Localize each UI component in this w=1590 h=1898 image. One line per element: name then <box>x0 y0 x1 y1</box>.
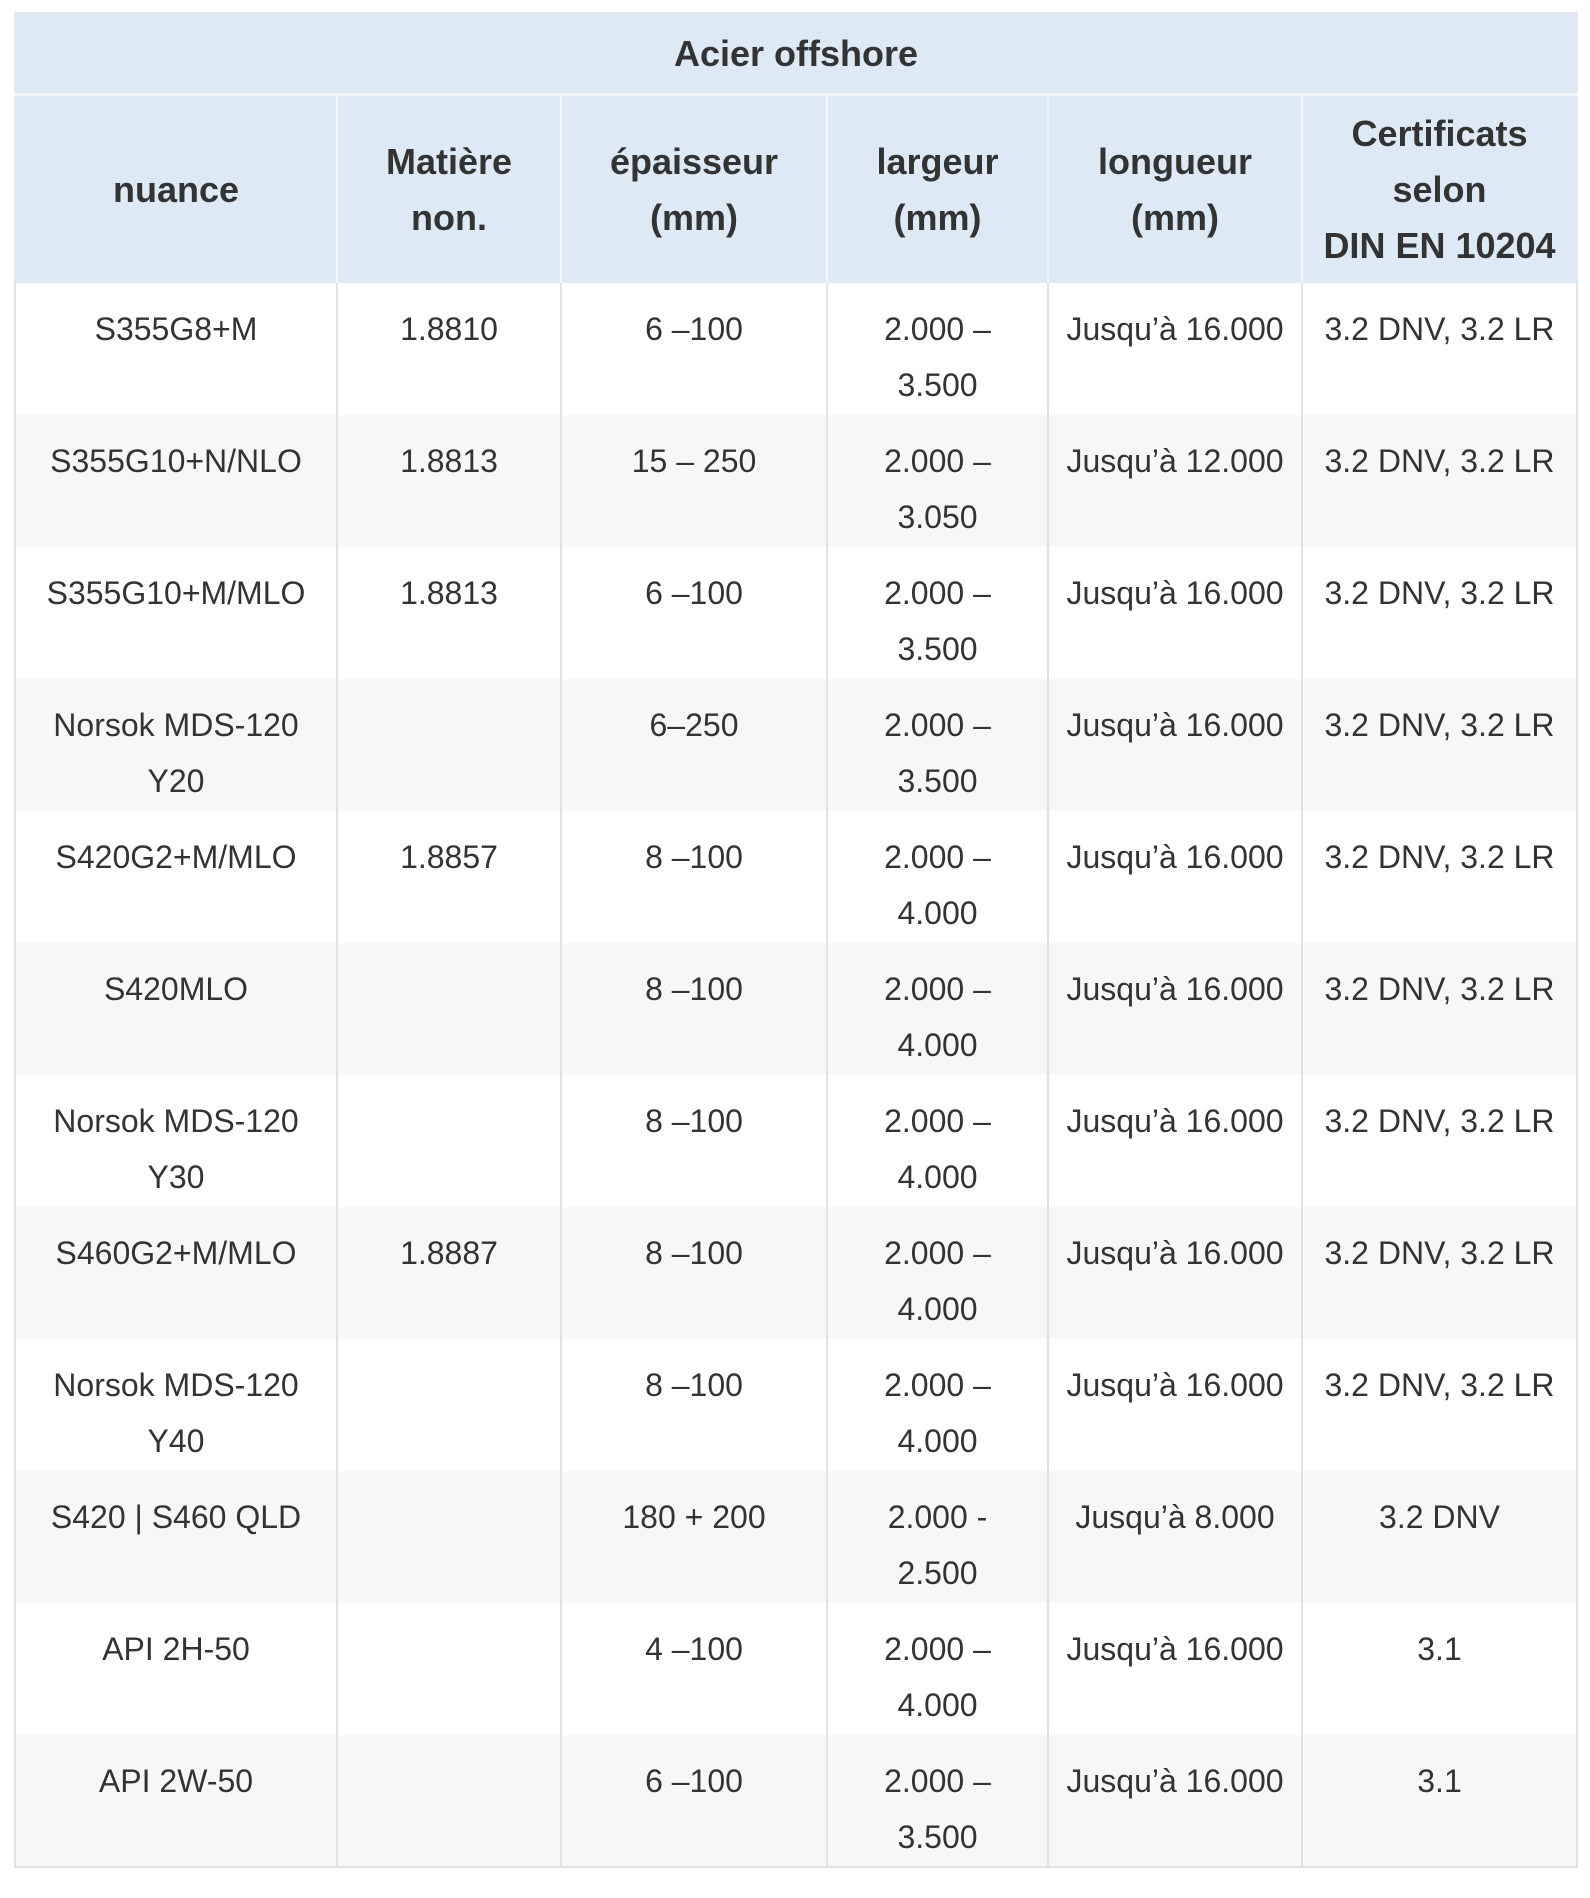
cell-epaisseur: 4 –100 <box>561 1603 827 1735</box>
cell-line: 3.500 <box>897 367 978 403</box>
cell-line: 3.500 <box>897 631 978 667</box>
header-line: nuance <box>112 168 240 210</box>
cell-line: S420 | S460 QLD <box>50 1499 302 1535</box>
cell-matiere <box>337 943 561 1075</box>
cell-epaisseur: 8 –100 <box>561 811 827 943</box>
cell-epaisseur: 180 + 200 <box>561 1471 827 1603</box>
cell-certificats: 3.2 DNV, 3.2 LR <box>1302 943 1577 1075</box>
cell-line: 2.000 – <box>884 1763 991 1799</box>
cell-matiere: 1.8813 <box>337 547 561 679</box>
cell-line: 2.000 - <box>887 1499 988 1535</box>
cell-longueur: Jusqu’à 16.000 <box>1048 1339 1302 1471</box>
cell-nuance <box>15 1339 337 1471</box>
cell-nuance <box>15 415 337 547</box>
cell-line: 4.000 <box>897 1159 978 1195</box>
cell-epaisseur: 15 – 250 <box>561 415 827 547</box>
table-row <box>15 283 1577 415</box>
cell-epaisseur: 8 –100 <box>561 1075 827 1207</box>
cell-largeur <box>827 283 1048 415</box>
cell-matiere: 1.8810 <box>337 283 561 415</box>
cell-certificats: 3.1 <box>1302 1603 1577 1735</box>
cell-line: 4.000 <box>897 1687 978 1723</box>
cell-matiere <box>337 1339 561 1471</box>
cell-line: Y20 <box>147 763 205 799</box>
table-row <box>15 415 1577 547</box>
cell-line: Norsok MDS-120 <box>53 707 299 743</box>
cell-line: 2.000 – <box>884 839 991 875</box>
cell-matiere <box>337 679 561 811</box>
header-line: Matière <box>385 140 513 182</box>
cell-line: 2.000 – <box>884 1103 991 1139</box>
header-line: épaisseur <box>609 140 779 182</box>
cell-certificats: 3.2 DNV, 3.2 LR <box>1302 1339 1577 1471</box>
header-line: selon <box>1392 168 1487 210</box>
cell-line: 2.000 – <box>884 1631 991 1667</box>
header-epaisseur <box>561 95 827 284</box>
header-largeur <box>827 95 1048 284</box>
cell-line: S460G2+M/MLO <box>55 1235 297 1271</box>
header-certificats <box>1302 95 1577 284</box>
cell-largeur <box>827 1603 1048 1735</box>
cell-line: 2.000 – <box>884 971 991 1007</box>
cell-epaisseur: 8 –100 <box>561 943 827 1075</box>
cell-line: S420G2+M/MLO <box>55 839 297 875</box>
offshore-steel-table-container <box>14 12 1576 1868</box>
cell-nuance <box>15 1075 337 1207</box>
cell-certificats: 3.2 DNV <box>1302 1471 1577 1603</box>
cell-largeur <box>827 1735 1048 1867</box>
header-line: (mm) <box>893 196 982 238</box>
table-row <box>15 943 1577 1075</box>
cell-epaisseur: 6 –100 <box>561 283 827 415</box>
table-row <box>15 1735 1577 1867</box>
cell-longueur: Jusqu’à 16.000 <box>1048 547 1302 679</box>
cell-longueur: Jusqu’à 16.000 <box>1048 811 1302 943</box>
cell-longueur: Jusqu’à 16.000 <box>1048 1735 1302 1867</box>
header-line: (mm) <box>1131 196 1219 238</box>
cell-largeur <box>827 547 1048 679</box>
cell-nuance <box>15 943 337 1075</box>
cell-certificats: 3.1 <box>1302 1735 1577 1867</box>
cell-longueur: Jusqu’à 16.000 <box>1048 1075 1302 1207</box>
cell-nuance <box>15 1735 337 1867</box>
cell-matiere: 1.8887 <box>337 1207 561 1339</box>
cell-line: 3.050 <box>897 499 978 535</box>
cell-line: 2.000 – <box>884 707 991 743</box>
cell-matiere <box>337 1075 561 1207</box>
cell-line: S355G10+M/MLO <box>46 575 306 611</box>
cell-nuance <box>15 283 337 415</box>
cell-line: 2.500 <box>897 1555 978 1591</box>
table-caption: Acier offshore <box>15 13 1577 95</box>
cell-certificats: 3.2 DNV, 3.2 LR <box>1302 1207 1577 1339</box>
cell-largeur <box>827 1339 1048 1471</box>
table-row <box>15 1339 1577 1471</box>
cell-certificats: 3.2 DNV, 3.2 LR <box>1302 283 1577 415</box>
cell-largeur <box>827 943 1048 1075</box>
offshore-steel-table <box>14 12 1578 1868</box>
header-line: non. <box>411 196 487 238</box>
cell-nuance <box>15 1207 337 1339</box>
cell-certificats: 3.2 DNV, 3.2 LR <box>1302 811 1577 943</box>
cell-line: 2.000 – <box>884 443 991 479</box>
cell-largeur <box>827 415 1048 547</box>
cell-line: 2.000 – <box>884 575 991 611</box>
cell-matiere <box>337 1471 561 1603</box>
cell-largeur <box>827 811 1048 943</box>
table-row <box>15 1471 1577 1603</box>
table-row <box>15 1207 1577 1339</box>
cell-largeur <box>827 1207 1048 1339</box>
cell-largeur <box>827 679 1048 811</box>
cell-matiere: 1.8857 <box>337 811 561 943</box>
header-line: longueur <box>1098 140 1252 182</box>
header-matiere <box>337 95 561 284</box>
table-row <box>15 811 1577 943</box>
cell-longueur: Jusqu’à 16.000 <box>1048 679 1302 811</box>
table-body <box>15 283 1577 1867</box>
header-line: (mm) <box>650 196 738 238</box>
cell-matiere <box>337 1735 561 1867</box>
cell-epaisseur: 6 –100 <box>561 547 827 679</box>
cell-epaisseur: 8 –100 <box>561 1207 827 1339</box>
header-nuance <box>15 95 337 284</box>
cell-longueur: Jusqu’à 12.000 <box>1048 415 1302 547</box>
cell-line: API 2W-50 <box>98 1763 254 1799</box>
cell-nuance <box>15 1471 337 1603</box>
cell-certificats: 3.2 DNV, 3.2 LR <box>1302 1075 1577 1207</box>
cell-line: API 2H-50 <box>102 1631 250 1667</box>
header-line: largeur <box>876 140 999 182</box>
cell-longueur: Jusqu’à 16.000 <box>1048 1603 1302 1735</box>
cell-line: 3.500 <box>897 1819 978 1855</box>
cell-epaisseur: 8 –100 <box>561 1339 827 1471</box>
cell-epaisseur: 6 –100 <box>561 1735 827 1867</box>
cell-nuance <box>15 1603 337 1735</box>
cell-line: Norsok MDS-120 <box>53 1367 299 1403</box>
table-row <box>15 679 1577 811</box>
cell-matiere: 1.8813 <box>337 415 561 547</box>
cell-certificats: 3.2 DNV, 3.2 LR <box>1302 547 1577 679</box>
header-line: DIN EN 10204 <box>1323 224 1556 266</box>
cell-longueur: Jusqu’à 16.000 <box>1048 283 1302 415</box>
cell-longueur: Jusqu’à 8.000 <box>1048 1471 1302 1603</box>
header-line: Certificats <box>1351 112 1528 154</box>
cell-line: 2.000 – <box>884 1367 991 1403</box>
cell-line: S420MLO <box>103 971 249 1007</box>
cell-line: Y40 <box>147 1423 205 1459</box>
cell-matiere <box>337 1603 561 1735</box>
cell-certificats: 3.2 DNV, 3.2 LR <box>1302 679 1577 811</box>
cell-line: 2.000 – <box>884 1235 991 1271</box>
cell-line: Norsok MDS-120 <box>53 1103 299 1139</box>
cell-largeur <box>827 1471 1048 1603</box>
table-row <box>15 1075 1577 1207</box>
cell-line: 2.000 – <box>884 311 991 347</box>
cell-line: 4.000 <box>897 1423 978 1459</box>
cell-line: 3.500 <box>897 763 978 799</box>
cell-nuance <box>15 811 337 943</box>
cell-longueur: Jusqu’à 16.000 <box>1048 1207 1302 1339</box>
table-row <box>15 1603 1577 1735</box>
table-header-row <box>15 95 1577 284</box>
cell-line: S355G10+N/NLO <box>50 443 302 479</box>
cell-longueur: Jusqu’à 16.000 <box>1048 943 1302 1075</box>
cell-nuance <box>15 547 337 679</box>
cell-epaisseur: 6–250 <box>561 679 827 811</box>
table-row <box>15 547 1577 679</box>
cell-line: S355G8+M <box>94 311 258 347</box>
cell-line: Y30 <box>147 1159 205 1195</box>
header-longueur <box>1048 95 1302 284</box>
cell-line: 4.000 <box>897 895 978 931</box>
cell-nuance <box>15 679 337 811</box>
cell-line: 4.000 <box>897 1027 978 1063</box>
cell-largeur <box>827 1075 1048 1207</box>
cell-certificats: 3.2 DNV, 3.2 LR <box>1302 415 1577 547</box>
cell-line: 4.000 <box>897 1291 978 1327</box>
